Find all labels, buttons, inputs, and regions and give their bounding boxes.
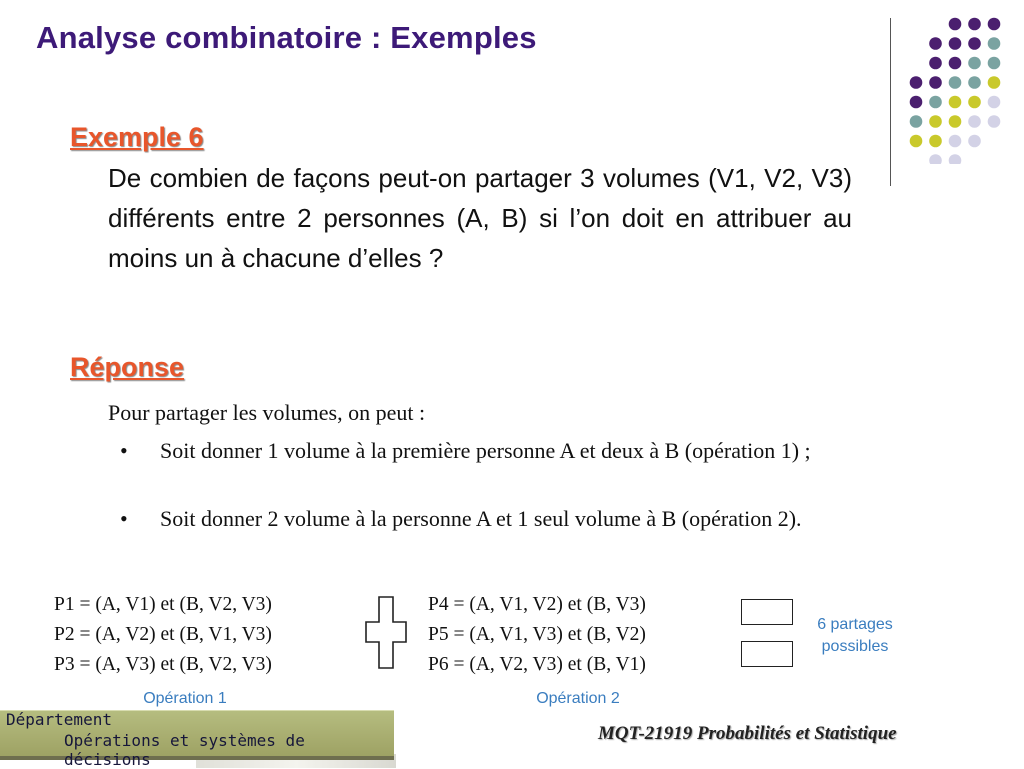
decorative-dot — [910, 135, 923, 148]
bullet-marker: • — [120, 506, 128, 531]
department-banner — [0, 710, 394, 769]
example-heading: Exemple 6 — [70, 122, 204, 152]
decorative-dot — [929, 57, 942, 70]
partition-p2: P2 = (A, V2) et (B, V1, V3) — [54, 624, 272, 645]
decorative-dot — [988, 57, 1001, 70]
decorative-dot — [949, 135, 962, 148]
slide-title: Analyse combinatoire : Exemples — [36, 20, 537, 55]
decorative-dot — [968, 115, 981, 128]
decorative-dot — [910, 96, 923, 109]
decorative-dot — [988, 76, 1001, 89]
plus-bracket-icon — [364, 596, 408, 670]
example-question: De combien de façons peut-on partager 3 volumes (V1, V2, V3) différents entre 2 personnes (A, B) si l’on doit en attribuer au moins un à chacune d’elles ? — [108, 163, 852, 273]
decorative-dot-grid — [900, 14, 1020, 164]
decorative-dot — [910, 76, 923, 89]
decorative-dot — [988, 37, 1001, 50]
decorative-dot — [929, 76, 942, 89]
decorative-dot — [910, 115, 923, 128]
bullet-text: Soit donner 2 volume à la personne A et 1 seul volume à B (opération 2). — [160, 506, 802, 531]
decorative-dot — [968, 37, 981, 50]
operation2-label: Opération 2 — [536, 690, 620, 707]
decorative-dot — [929, 115, 942, 128]
decorative-dot — [949, 115, 962, 128]
answer-intro: Pour partager les volumes, on peut : — [108, 400, 426, 425]
decorative-dot — [929, 37, 942, 50]
operation2-partition-list — [428, 590, 646, 680]
result-note-line2: possibles — [821, 638, 889, 655]
decorative-dot — [949, 96, 962, 109]
operation1-label: Opération 1 — [143, 690, 227, 707]
partition-p4: P4 = (A, V1, V2) et (B, V3) — [428, 594, 646, 615]
decorative-dot — [949, 57, 962, 70]
equals-box-bottom — [741, 641, 793, 667]
decorative-dot — [988, 18, 1001, 31]
decorative-dot — [949, 18, 962, 31]
result-note-line1: 6 partages — [817, 616, 893, 633]
decorative-dot — [929, 135, 942, 148]
answer-heading: Réponse — [70, 352, 185, 382]
decorative-dot — [968, 96, 981, 109]
course-footer: MQT-21919 Probabilités et Statistique — [598, 723, 897, 744]
partition-p6: P6 = (A, V2, V3) et (B, V1) — [428, 654, 646, 675]
result-note — [800, 614, 910, 658]
equals-box-top — [741, 599, 793, 625]
decorative-dot — [968, 135, 981, 148]
bullet-marker: • — [120, 438, 128, 463]
partition-p5: P5 = (A, V1, V3) et (B, V2) — [428, 624, 646, 645]
decorative-dot — [968, 76, 981, 89]
decorative-dot — [949, 37, 962, 50]
operation1-partition-list — [54, 590, 272, 680]
partition-p3: P3 = (A, V3) et (B, V2, V3) — [54, 654, 272, 675]
decorative-dot — [968, 57, 981, 70]
decorative-dot — [968, 18, 981, 31]
partition-p1: P1 = (A, V1) et (B, V2, V3) — [54, 594, 272, 615]
decorative-dot — [929, 96, 942, 109]
decorative-dot — [949, 76, 962, 89]
decorative-dot — [949, 154, 962, 164]
bullet-text: Soit donner 1 volume à la première personne A et deux à B (opération 1) ; — [160, 438, 811, 463]
department-subtitle: Opérations et systèmes de décisions — [64, 731, 305, 769]
decorative-divider — [890, 18, 891, 186]
decorative-dot — [988, 96, 1001, 109]
department-name: Département — [6, 710, 112, 729]
decorative-dot — [988, 115, 1001, 128]
decorative-dot — [929, 154, 942, 164]
